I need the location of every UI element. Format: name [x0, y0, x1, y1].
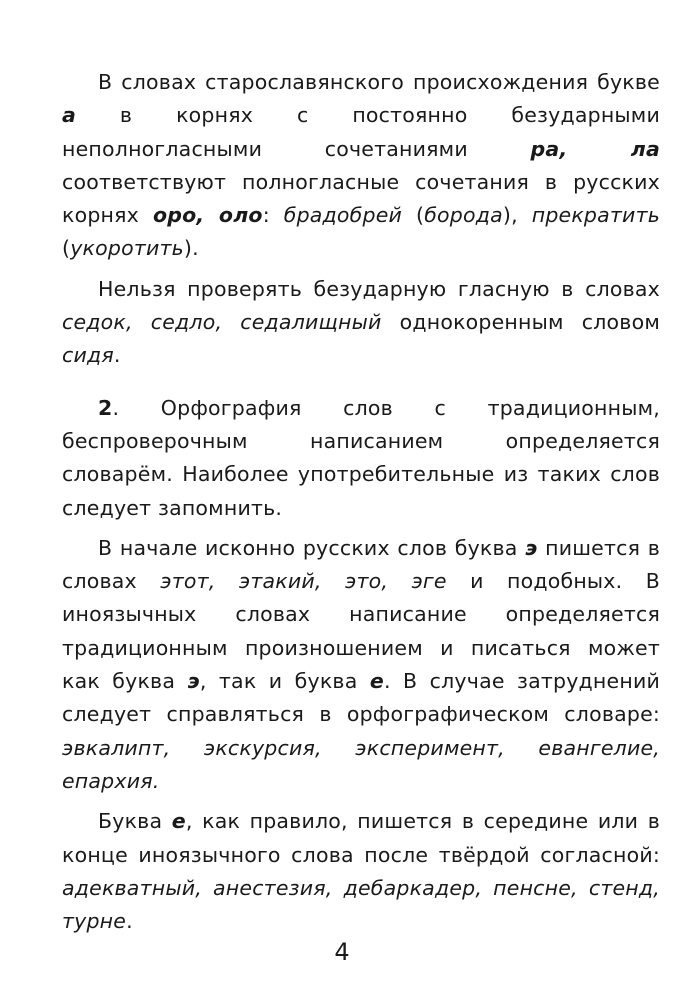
text-segment: брадобрей	[283, 203, 403, 228]
text-segment: , так и буква	[199, 669, 370, 694]
paragraph-old-slavonic	[62, 66, 660, 266]
text-segment: е	[369, 669, 384, 694]
text-segment: е	[171, 809, 186, 834]
text-segment: соответствуют полногласные сочетания в русских корнях	[62, 169, 660, 228]
text-segment: а	[62, 103, 77, 128]
text-segment: (	[62, 236, 71, 261]
paragraph-unstressed-vowel	[62, 273, 660, 373]
paragraph-letter-e-reversed	[62, 532, 660, 798]
text-segment: прекратить	[531, 203, 660, 228]
text-segment: .	[126, 909, 133, 934]
text-segment: оро, оло	[152, 203, 263, 228]
text-segment: седок, седло, седалищный	[62, 310, 382, 335]
text-segment: этот, этакий, это, эге	[160, 569, 447, 594]
text-segment: В словах старославянского происхождения букве	[98, 70, 660, 94]
text-segment: и подобных. В иноязычных словах написание определяется традиционным произношением и писаться может как буква	[62, 569, 661, 694]
text-segment: В начале исконно русских слов буква	[98, 535, 526, 560]
text-segment: эвкалипт, экскурсия, эксперимент, евангелие, епархия.	[62, 735, 660, 793]
text-segment: :	[262, 203, 284, 228]
paragraph-letter-e	[62, 805, 660, 938]
text-segment: ра, ла	[530, 136, 660, 161]
text-segment: в корнях с постоянно безударными неполногласными сочетаниями	[62, 103, 660, 161]
text-segment: . В случае затруднений следует справляться в орфографическом словаре:	[62, 669, 660, 727]
text-segment: ).	[183, 236, 199, 261]
text-segment: .	[113, 343, 121, 368]
text-segment: ),	[502, 203, 532, 228]
paragraph-traditional-spelling	[62, 392, 660, 525]
text-segment: , как правило, пишется в середине или в конце иноязычного слова после твёрдой согласной:	[62, 809, 660, 867]
text-segment: сидя	[62, 343, 114, 368]
text-segment: (	[402, 203, 425, 228]
page-text	[62, 66, 660, 938]
text-segment: э	[187, 669, 200, 694]
text-segment: Буква	[98, 809, 172, 834]
text-segment: 2	[98, 395, 113, 420]
page-number: 4	[334, 938, 350, 966]
text-segment: Нельзя проверять безударную гласную в словах	[98, 276, 660, 301]
text-segment: э	[525, 535, 538, 560]
text-segment: укоротить	[70, 236, 184, 261]
text-segment: однокоренным словом	[381, 310, 660, 335]
text-segment: пишется в словах	[62, 535, 660, 594]
text-segment: борода	[424, 203, 503, 228]
text-segment: . Орфография слов с традиционным, беспроверочным написанием определяется словарём. Наиболее употребительные из таких слов следует запомнить.	[62, 395, 660, 520]
text-segment: адекватный, анестезия, дебаркадер, пенсне, стенд, турне	[62, 875, 660, 934]
